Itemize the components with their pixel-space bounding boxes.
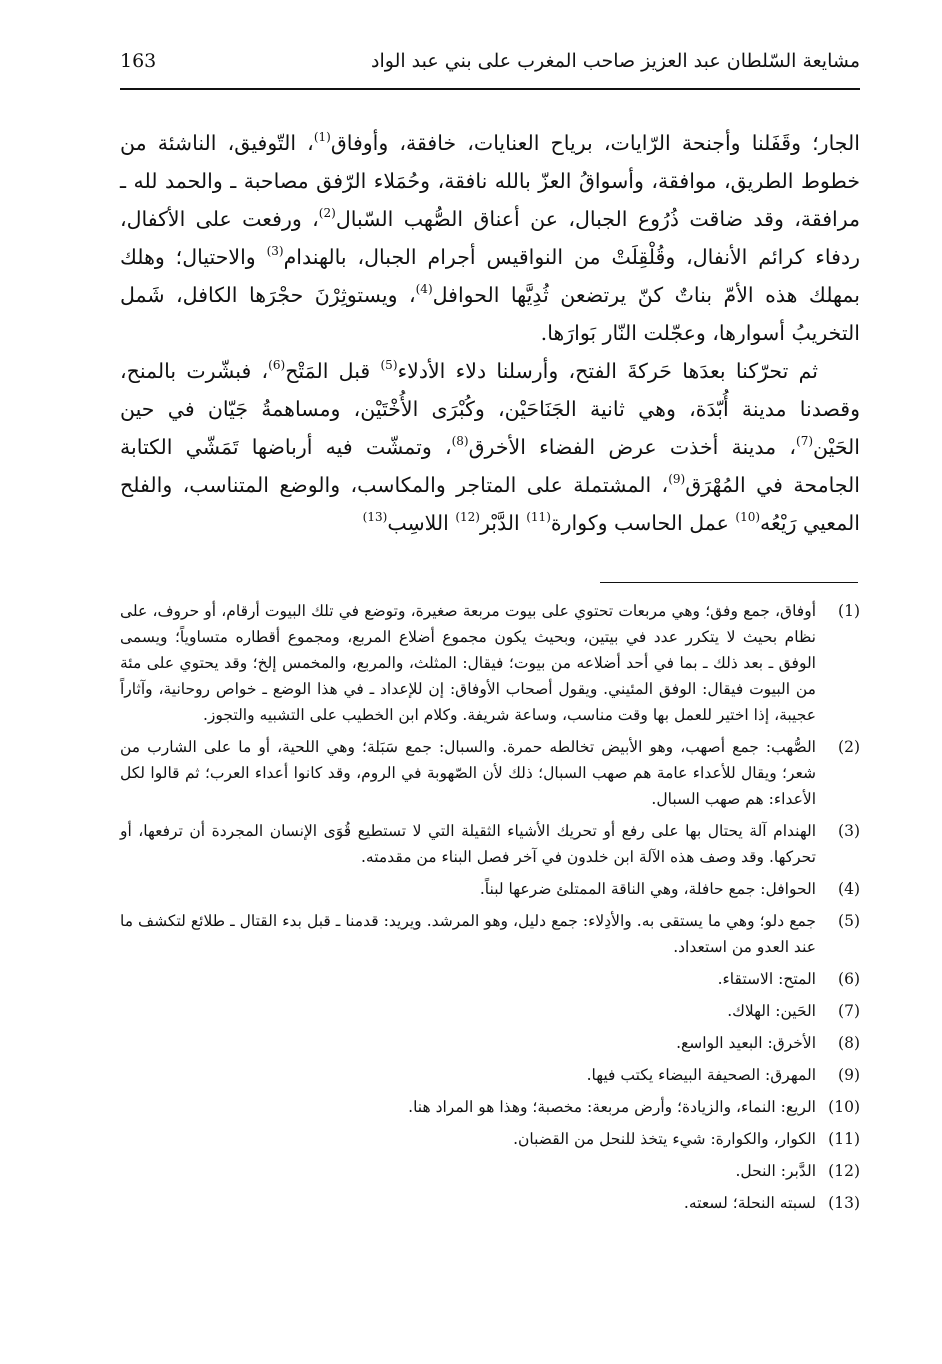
footnote [120, 598, 860, 728]
footnote-text: الهندام آلة يحتال بها على رفع أو تحريك الأشياء الثقيلة التي لا تستطيع قُوَى الإنسان المجردة أن ترفعها، أو تحركها. وقد وصف هذه الآلة ابن خلدون في آخر فصل البناء من مقدمته. [120, 822, 816, 866]
footnote-number: (9) [838, 1066, 860, 1084]
footnote-number: (11) [828, 1130, 860, 1148]
running-title: مشايعة السّلطان عبد العزيز صاحب المغرب على بني عبد الواد [371, 50, 860, 72]
footnote-number: (8) [838, 1034, 860, 1052]
footnote [120, 1126, 860, 1152]
footnote-number: (1) [838, 602, 860, 620]
footnote-ref: (9) [668, 472, 686, 486]
footnote-text: المتح: الاستقاء. [717, 970, 816, 988]
footnote-ref: (5) [380, 358, 398, 372]
footnote-number: (13) [828, 1194, 860, 1212]
text-run: ، التّوفيق، الناشئة من خطوط الطريق، موافقة، وأسواقُ العزّ بالله نافقة، وحُمَلاء الرّفق مصاحبة ـ والحمد لله ـ مرافقة، وقد ضاقت ذُرُوع الجبال، عن أعناق الصُّهب السّبال [120, 131, 860, 231]
footnote-number: (7) [838, 1002, 860, 1020]
footnote-ref: (2) [318, 206, 336, 220]
text-run: اللاسِب [387, 511, 456, 535]
footnote-ref: (12) [455, 510, 480, 524]
footnote-separator [600, 582, 858, 583]
footnote-number: (10) [828, 1098, 860, 1116]
footnote [120, 734, 860, 812]
footnote-text: المهرق: الصحيفة البيضاء يكتب فيها. [586, 1066, 816, 1084]
text-run: ، ورفعت على الأكفال، ردفاء كرائم الأنفال، وقُلْقِلَتْ من النواقيس أجرام الجبال، بالهندام [120, 207, 860, 269]
text-run: ، المشتملة على المتاجر والمكاسب، والوضع المتناسب، والفلح المعيي رَيْعُه [120, 473, 860, 535]
footnote-number: (3) [838, 822, 860, 840]
text-run: ، وتمشّت فيه أرباضها تَمَشّي الكتابة الجامحة في المُهْرَق [120, 435, 860, 497]
footnote [120, 1094, 860, 1120]
text-run: ، فبشّرت بالمنح، وقصدنا مدينة أُبّدَة، وهي ثانية الجَنَاحَيْن، وكُبْرَى الأُخْتَيْن، ومساهمةُ جَيّان في حين الحَيْن [120, 359, 860, 459]
footnote-text: الحَين: الهلاك. [727, 1002, 816, 1020]
footnote-text: أوفاق، جمع وفق؛ وهي مربعات تحتوي على بيوت مربعة صغيرة، وتوضع في تلك البيوت أرقام، أو حروف، على نظام بحيث لا يتكرر عدد في بيتين، وبحيث يكون مجموع أضلاع المربع، ومجموع أقطاره متساوياً؛ ويسمى الوفق ـ بعد ذلك ـ بما في أحد أضلاعه من بيوت؛ فيقال: المثلث، والمربع، والمخمس إلخ؛ وقد يحتوي على مئة من البيوت فيقال: الوفق المئيني. ويقول أصحاب الأوفاق: إن للإعداد ـ في هذا الوضع ـ خواص روحانية، وآثاراً عجيبة، إذا اختير للعمل بها وقت مناسب، وساعة شريفة. وكلام ابن الخطيب على التشبيه والتجوز. [120, 602, 816, 724]
footnote-text: الحوافل: جمع حافلة، وهي الناقة الممتلئ ضرعها لبناً. [479, 880, 816, 898]
footnote-text: الدَّبر: النحل. [735, 1162, 816, 1180]
footnote-text: الأخرق: البعيد الواسع. [676, 1034, 816, 1052]
footnote [120, 1190, 860, 1216]
footnote-text: الكوار، والكوارة: شيء يتخذ للنحل من القضبان. [513, 1130, 816, 1148]
footnote-ref: (11) [526, 510, 551, 524]
footnote [120, 1030, 860, 1056]
footnote-ref: (4) [415, 282, 433, 296]
header-rule [120, 88, 860, 90]
footnote-ref: (1) [313, 130, 331, 144]
footnote-text: الريع: النماء، والزيادة؛ وأرض مربعة: مخصبة؛ وهذا هو المراد هنا. [408, 1098, 816, 1116]
paragraph [120, 352, 860, 542]
footnote-ref: (13) [362, 510, 388, 524]
text-run: قبل المَتْح [285, 359, 381, 383]
footnote-ref: (6) [268, 358, 286, 372]
footnote [120, 876, 860, 902]
footnote [120, 966, 860, 992]
text-run: ، ويستوثِرْنَ حجْرَها الكافل، شَمل التخريبُ أسوارها، وعجّلت النّار بَوارَها. [120, 283, 860, 345]
footnote-ref: (8) [451, 434, 469, 448]
footnote-text: الصُّهب: جمع أصهب، وهو الأبيض تخالطه حمرة. والسبال: جمع سَبَلة؛ وهي اللحية، أو ما على الشارب من شعر؛ ويقال للأعداء عامة هم صهب السبال؛ ذلك لأن الصّهوبة في الروم، وقد كانوا أعداء العرب؛ ثم قالوا لكل الأعداء: هم صهب السبال. [120, 738, 816, 808]
footnote [120, 818, 860, 870]
text-run: ، مدينة أخذت عرض الفضاء الأخرق [468, 435, 797, 459]
footnote-number: (5) [838, 912, 860, 930]
footnote [120, 1062, 860, 1088]
footnote-number: (4) [838, 880, 860, 898]
page-number: 163 [120, 50, 157, 72]
footnote-ref: (7) [796, 434, 814, 448]
footnote [120, 1158, 860, 1184]
text-run: ثم تحرّكنا بعدَها حَركةَ الفتح، وأرسلنا دلاء الأدلاء [397, 359, 818, 383]
main-text [120, 124, 860, 542]
footnote-number: (12) [828, 1162, 860, 1180]
running-header [120, 44, 860, 84]
footnote-ref: (10) [735, 510, 761, 524]
text-run: الدَّبْر [479, 511, 527, 535]
footnote-number: (6) [838, 970, 860, 988]
footnote [120, 998, 860, 1024]
footnote-text: جمع دلو؛ وهي ما يستقى به. والأدِلاء: جمع دليل، وهو المرشد. ويريد: قدمنا ـ قبل بدء القتال ـ طلائع لتكشف ما عند العدو من استعداد. [120, 912, 816, 956]
text-run: الجار؛ وقَفَلنا وأجنحة الرّايات، برياح العنايات، خافقة، وأوفاق [330, 131, 860, 155]
footnote-number: (2) [838, 738, 860, 756]
text-run: والاحتيال؛ وهلك بمهلك هذه الأمّ بناتٌ كنّ يرتضعن ثُدِيَّها الحوافل [120, 245, 860, 307]
paragraph [120, 124, 860, 352]
footnote-ref: (3) [266, 244, 284, 258]
footnotes [120, 598, 860, 1222]
footnote [120, 908, 860, 960]
footnote-text: لسبته النحلة؛ لسعته. [683, 1194, 816, 1212]
text-run: عمل الحاسب وكوارة [550, 511, 736, 535]
